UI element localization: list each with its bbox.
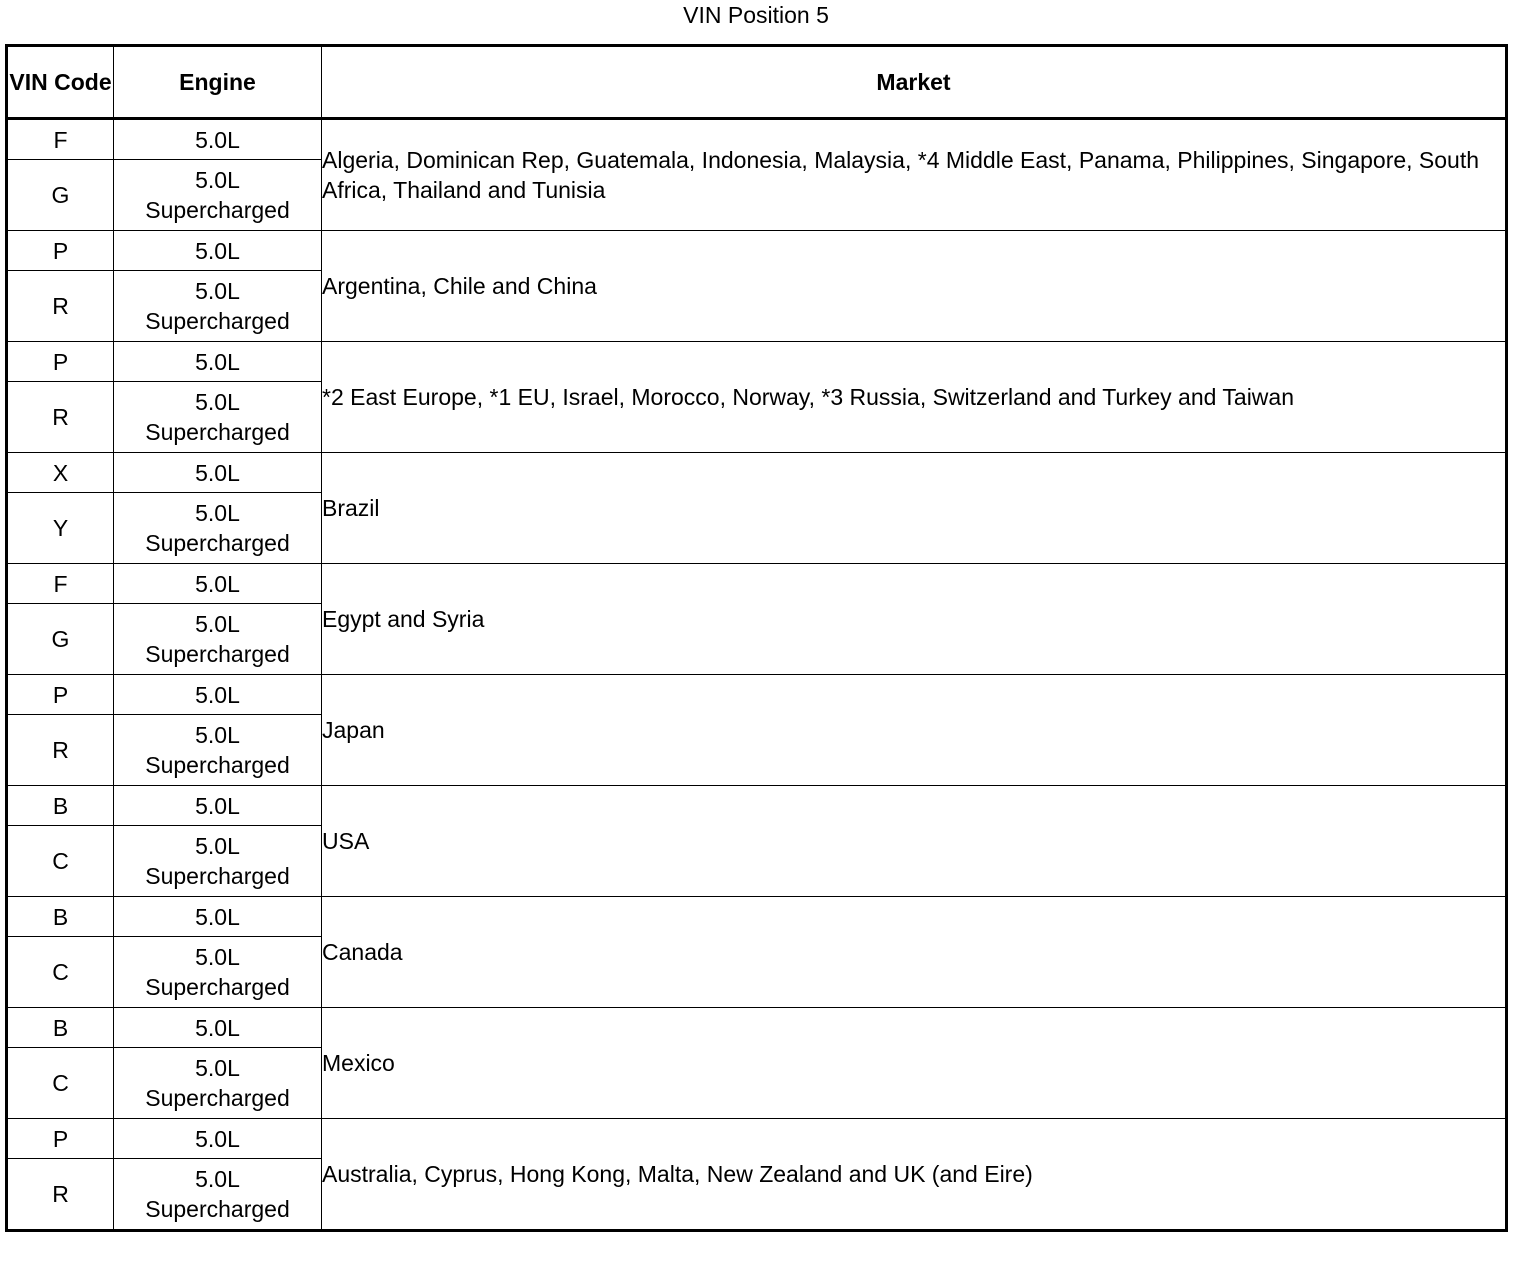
engine-line: 5.0L	[195, 722, 240, 748]
engine-cell	[114, 1159, 322, 1231]
table-row	[7, 1119, 1507, 1159]
engine-line: 5.0L	[195, 126, 240, 153]
market-cell: Algeria, Dominican Rep, Guatemala, Indonesia, Malaysia, *4 Middle East, Panama, Philippines, Singapore, South Africa, Thailand and Tunisia	[322, 119, 1507, 231]
engine-line: Supercharged	[145, 308, 290, 334]
engine-cell	[114, 786, 322, 826]
table-row	[7, 897, 1507, 937]
engine-cell	[114, 119, 322, 160]
market-cell: *2 East Europe, *1 EU, Israel, Morocco, Norway, *3 Russia, Switzerland and Turkey and Taiwan	[322, 342, 1507, 453]
vin-code-cell: Y	[7, 493, 114, 564]
vin-code-cell: C	[7, 937, 114, 1008]
market-cell: Egypt and Syria	[322, 564, 1507, 675]
engine-line: 5.0L	[195, 1014, 240, 1041]
vin-code-cell: G	[7, 160, 114, 231]
engine-line: 5.0L	[195, 389, 240, 415]
vin-code-cell: B	[7, 897, 114, 937]
engine-line: Supercharged	[145, 530, 290, 556]
vin-code-cell: R	[7, 715, 114, 786]
table-row	[7, 119, 1507, 160]
market-cell: Japan	[322, 675, 1507, 786]
table-row	[7, 453, 1507, 493]
engine-cell	[114, 493, 322, 564]
engine-cell	[114, 1048, 322, 1119]
engine-line: 5.0L	[195, 1166, 240, 1192]
engine-line: 5.0L	[195, 459, 240, 486]
page-title: VIN Position 5	[683, 2, 829, 28]
engine-line: 5.0L	[195, 681, 240, 708]
market-cell: Brazil	[322, 453, 1507, 564]
table-row	[7, 1008, 1507, 1048]
engine-cell	[114, 937, 322, 1008]
vin-position-table	[5, 44, 1508, 1232]
engine-line: 5.0L	[195, 500, 240, 526]
engine-line: 5.0L	[195, 1055, 240, 1081]
vin-code-cell: P	[7, 675, 114, 715]
engine-line: 5.0L	[195, 792, 240, 819]
engine-line: Supercharged	[145, 1196, 290, 1222]
vin-code-cell: C	[7, 1048, 114, 1119]
engine-cell	[114, 342, 322, 382]
vin-code-cell: R	[7, 1159, 114, 1231]
market-cell: Australia, Cyprus, Hong Kong, Malta, New Zealand and UK (and Eire)	[322, 1119, 1507, 1231]
engine-cell	[114, 231, 322, 271]
vin-code-cell: G	[7, 604, 114, 675]
vin-code-cell: B	[7, 786, 114, 826]
engine-line: Supercharged	[145, 752, 290, 778]
vin-code-cell: F	[7, 119, 114, 160]
vin-code-cell: R	[7, 382, 114, 453]
engine-cell	[114, 715, 322, 786]
table-row	[7, 786, 1507, 826]
engine-line: Supercharged	[145, 1085, 290, 1111]
table-header-row	[7, 46, 1507, 119]
market-cell: Mexico	[322, 1008, 1507, 1119]
engine-line: Supercharged	[145, 974, 290, 1000]
engine-line: Supercharged	[145, 863, 290, 889]
engine-cell	[114, 382, 322, 453]
engine-line: Supercharged	[145, 197, 290, 223]
engine-line: 5.0L	[195, 348, 240, 375]
engine-line: 5.0L	[195, 903, 240, 930]
market-cell: Canada	[322, 897, 1507, 1008]
vin-code-cell: P	[7, 231, 114, 271]
engine-line: 5.0L	[195, 611, 240, 637]
engine-cell	[114, 1119, 322, 1159]
engine-cell	[114, 826, 322, 897]
column-header-vin-code: VIN Code	[7, 46, 114, 119]
engine-line: 5.0L	[195, 570, 240, 597]
engine-line: 5.0L	[195, 833, 240, 859]
vin-code-cell: X	[7, 453, 114, 493]
engine-cell	[114, 160, 322, 231]
table-row	[7, 342, 1507, 382]
engine-cell	[114, 675, 322, 715]
engine-line: 5.0L	[195, 944, 240, 970]
engine-cell	[114, 604, 322, 675]
engine-line: 5.0L	[195, 167, 240, 193]
column-header-engine: Engine	[114, 46, 322, 119]
vin-code-cell: F	[7, 564, 114, 604]
table-row	[7, 675, 1507, 715]
engine-cell	[114, 1008, 322, 1048]
vin-code-cell: P	[7, 342, 114, 382]
column-header-market: Market	[322, 46, 1507, 119]
engine-line: Supercharged	[145, 641, 290, 667]
engine-line: 5.0L	[195, 278, 240, 304]
market-cell: USA	[322, 786, 1507, 897]
table-row	[7, 231, 1507, 271]
engine-line: Supercharged	[145, 419, 290, 445]
market-cell: Argentina, Chile and China	[322, 231, 1507, 342]
engine-cell	[114, 897, 322, 937]
table-body	[7, 119, 1507, 1231]
engine-cell	[114, 271, 322, 342]
vin-code-cell: C	[7, 826, 114, 897]
vin-code-cell: P	[7, 1119, 114, 1159]
engine-cell	[114, 564, 322, 604]
engine-line: 5.0L	[195, 1125, 240, 1152]
vin-code-cell: R	[7, 271, 114, 342]
engine-cell	[114, 453, 322, 493]
vin-code-cell: B	[7, 1008, 114, 1048]
engine-line: 5.0L	[195, 237, 240, 264]
table-row	[7, 564, 1507, 604]
